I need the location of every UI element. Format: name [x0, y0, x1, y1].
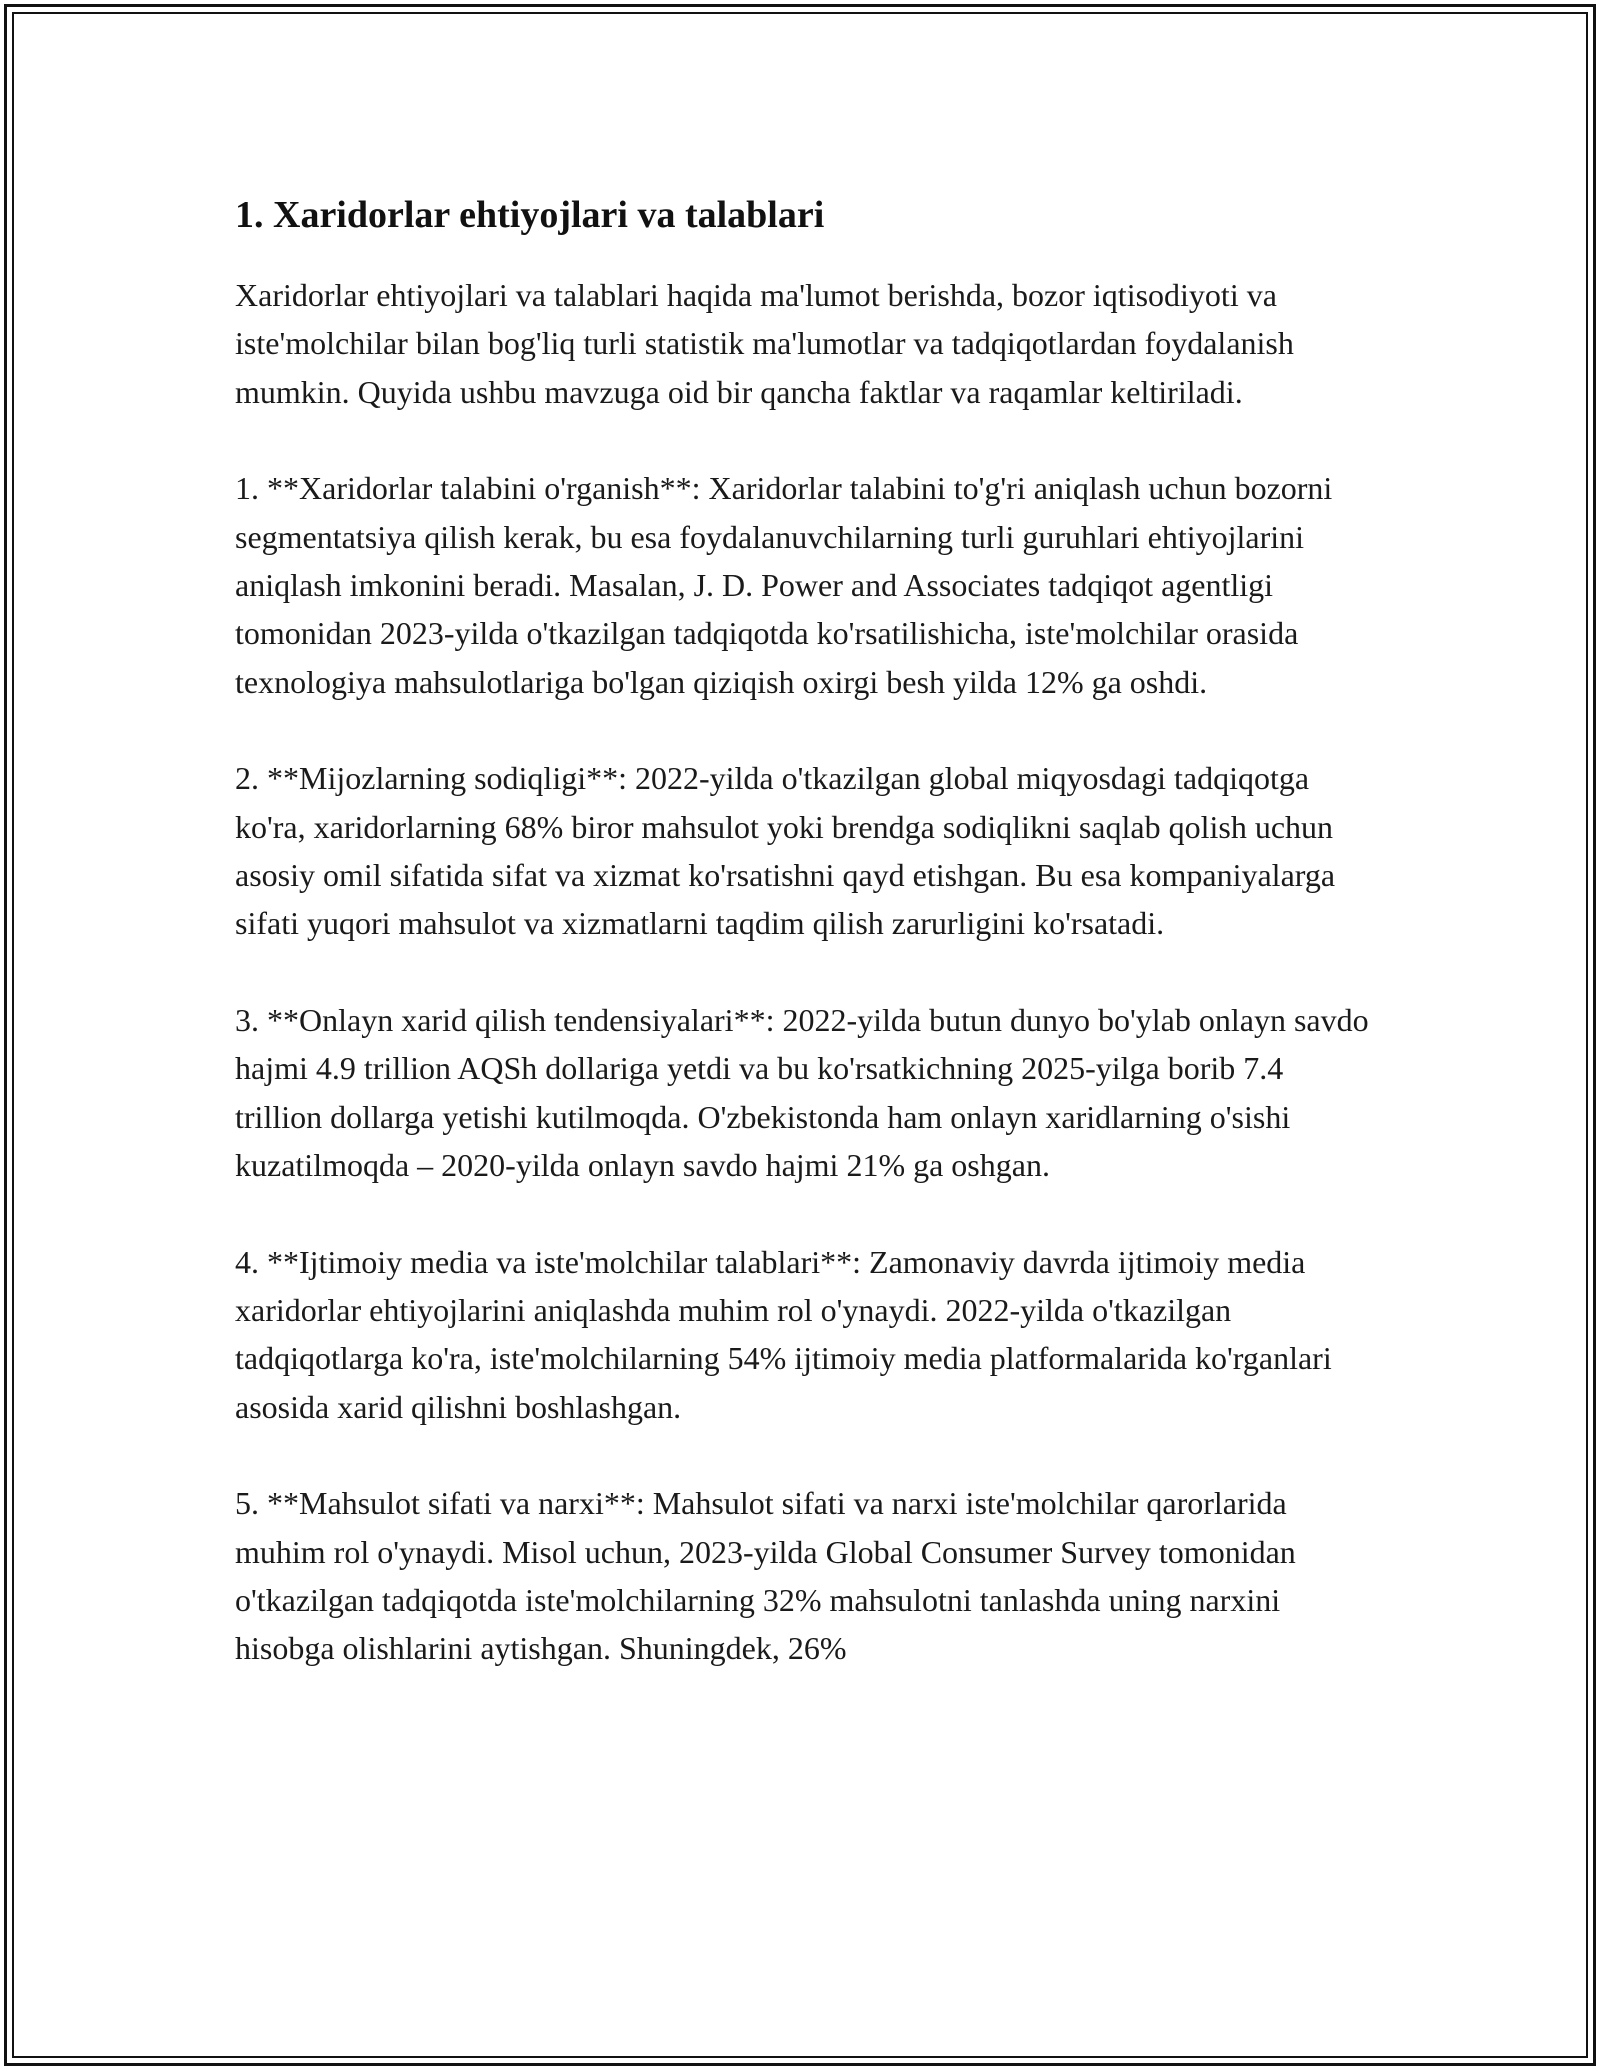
- section-heading: 1. Xaridorlar ehtiyojlari va talablari: [235, 194, 825, 236]
- item-paragraph-2: 2. **Mijozlarning sodiqligi**: 2022-yilda o'tkazilgan global miqyosdagi tadqiqotga ko'ra, xaridorlarning 68% biror mahsulot yoki brendga sodiqlikni saqlab qolish uchun asosiy omil sifatida sifat va xizmat ko'rsatishni qayd etishgan. Bu esa kompaniyalarga sifati yuqori mahsulot va xizmatlarni taqdim qilish zarurligini ko'rsatadi.: [235, 760, 1336, 942]
- item-paragraph-1: 1. **Xaridorlar talabini o'rganish**: Xaridorlar talabini to'g'ri aniqlash uchun bozorni segmentatsiya qilish kerak, bu esa foydalanuvchilarning turli guruhlari ehtiyojlarini aniqlash imkonini beradi. Masalan, J. D. Power and Associates tadqiqot agentligi tomonidan 2023-yilda o'tkazilgan tadqiqotda ko'rsatilishicha, iste'molchilar orasida texnologiya mahsulotlariga bo'lgan qiziqish oxirgi besh yilda 12% ga oshdi.: [235, 470, 1333, 700]
- item-paragraph-3: 3. **Onlayn xarid qilish tendensiyalari**: 2022-yilda butun dunyo bo'ylab onlayn savdo hajmi 4.9 trillion AQSh dollariga yetdi va bu ko'rsatkichning 2025-yilga borib 7.4 trillion dollarga yetishi kutilmoqda. O'zbekistonda ham onlayn xaridlarning o'sishi kuzatilmoqda – 2020-yilda onlayn savdo hajmi 21% ga oshgan.: [235, 1001, 1369, 1184]
- document-body: [235, 185, 1375, 1721]
- item-paragraph-4: 4. **Ijtimoiy media va iste'molchilar talablari**: Zamonaviy davrda ijtimoiy media xaridorlar ehtiyojlarini aniqlashda muhim rol o'ynaydi. 2022-yilda o'tkazilgan tadqiqotlarga ko'ra, iste'molchilarning 54% ijtimoiy media platformalarida ko'rganlari asosida xarid qilishni boshlashgan.: [235, 1243, 1332, 1425]
- intro-paragraph: Xaridorlar ehtiyojlari va talablari haqida ma'lumot berishda, bozor iqtisodiyoti va iste'molchilar bilan bog'liq turli statistik ma'lumotlar va tadqiqotlardan foydalanish mumkin. Quyida ushbu mavzuga oid bir qancha faktlar va raqamlar keltiriladi.: [235, 277, 1294, 410]
- item-paragraph-5: 5. **Mahsulot sifati va narxi**: Mahsulot sifati va narxi iste'molchilar qarorlarida muhim rol o'ynaydi. Misol uchun, 2023-yilda Global Consumer Survey tomonidan o'tkazilgan tadqiqotda iste'molchilarning 32% mahsulotni tanlashda uning narxini hisobga olishlarini aytishgan. Shuningdek, 26%: [235, 1485, 1296, 1667]
